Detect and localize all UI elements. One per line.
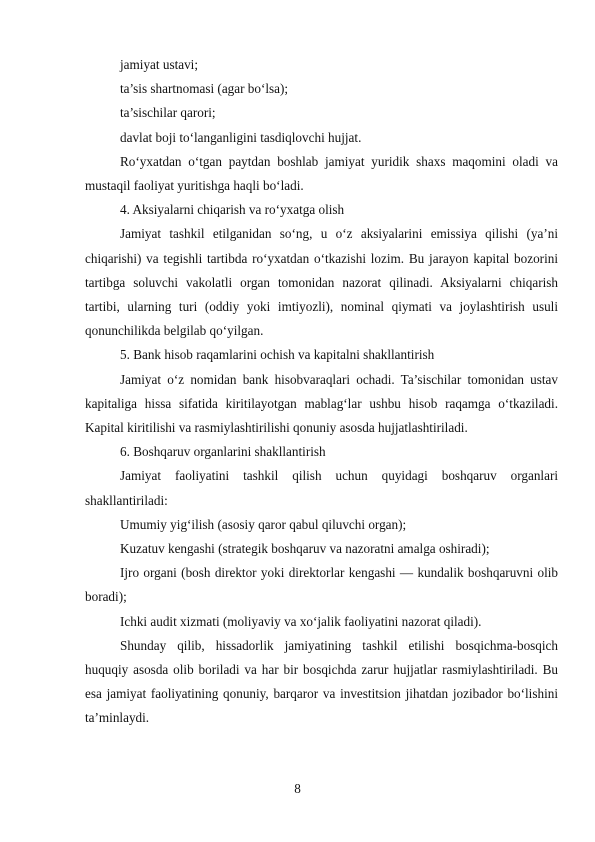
section-heading-4: 4. Aksiyalarni chiqarish va ro‘yxatga olish <box>120 202 345 218</box>
paragraph-legal-status: Ro‘yxatdan o‘tgan paytdan boshlab jamiyat yuridik shaxs maqomini oladi va mustaqil faoliyat yuritishga haqli bo‘ladi. <box>85 153 558 194</box>
list-item-state-fee-receipt: davlat boji to‘langanligini tasdiqlovchi hujjat. <box>120 129 362 145</box>
page-body <box>85 53 558 731</box>
list-item-general-meeting: Umumiy yig‘ilish (asosiy qaror qabul qiluvchi organ); <box>120 516 407 532</box>
page-number: 8 <box>294 781 301 796</box>
list-item-supervisory-board: Kuzatuv kengashi (strategik boshqaruv va nazoratni amalga oshiradi); <box>120 541 490 557</box>
paragraph-share-issuance: Jamiyat tashkil etilganidan so‘ng, u o‘z aksiyalarini emissiya qilishi (ya’ni chiqarishi) va tegishli tartibda ro‘yxatdan o‘tkazishi lozim. Bu jarayon kapital bozorini tartibga soluvchi vakolatli organ tomonidan nazorat qilinadi. Aksiyalarni chiqarish tartibi, ularning turi (oddiy yoki imtiyozli), nominal qiymati va joylashtirish usuli qonunchilikda belgilab qo‘yilgan. <box>85 226 558 339</box>
section-heading-5: 5. Bank hisob raqamlarini ochish va kapitalni shakllantirish <box>120 347 435 363</box>
paragraph-governance-intro: Jamiyat faoliyatini tashkil qilish uchun quyidagi boshqaruv organlari shakllantiriladi: <box>85 468 558 508</box>
section-heading-6: 6. Boshqaruv organlarini shakllantirish <box>120 444 326 460</box>
list-item-founding-agreement: ta’sis shartnomasi (agar bo‘lsa); <box>120 81 289 97</box>
list-item-founders-decision: ta’sischilar qarori; <box>120 105 216 121</box>
list-item-executive-body: Ijro organi (bosh direktor yoki direktorlar kengashi — kundalik boshqaruvni olib boradi); <box>85 565 558 605</box>
list-item-charter: jamiyat ustavi; <box>120 57 199 72</box>
paragraph-bank-accounts: Jamiyat o‘z nomidan bank hisobvaraqlari ochadi. Ta’sischilar tomonidan ustav kapitaliga hissa sifatida kiritilayotgan mablag‘lar ushbu hisob raqamga o‘tkaziladi. Kapital kiritilishi va rasmiylashtirilishi qonuniy asosda hujjatlashtiriladi. <box>85 371 558 436</box>
paragraph-conclusion: Shunday qilib, hissadorlik jamiyatining tashkil etilishi bosqichma-bosqich huquqiy asosda olib boriladi va har bir bosqichda zarur hujjatlar rasmiylashtiriladi. Bu esa jamiyat faoliyatining qonuniy, barqaror va investitsion jihatdan jozibador bo‘lishini ta’minlaydi. <box>85 637 558 726</box>
list-item-internal-audit: Ichki audit xizmati (moliyaviy va xo‘jalik faoliyatini nazorat qiladi). <box>120 613 482 629</box>
